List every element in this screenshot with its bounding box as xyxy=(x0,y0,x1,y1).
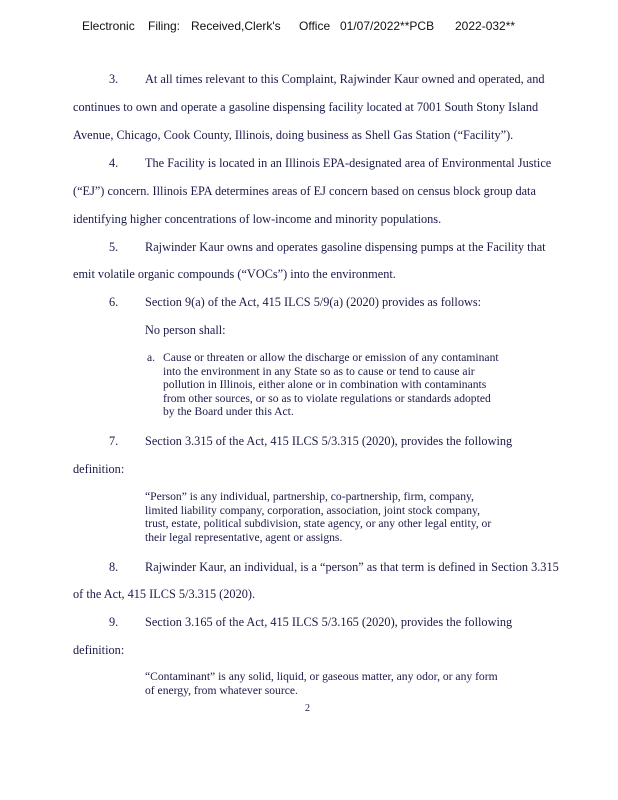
paragraph-number: 9. xyxy=(109,615,119,629)
page-number: 2 xyxy=(305,703,310,714)
paragraph-number: 8. xyxy=(109,560,119,574)
quote-line: trust, estate, political subdivision, state agency, or any other legal entity, or xyxy=(145,517,492,530)
header-date: 01/07/2022**PCB xyxy=(340,19,435,33)
paragraph-line: (“EJ”) concern. Illinois EPA determines areas of EJ concern based on census block group data xyxy=(73,184,536,198)
paragraph-line: Rajwinder Kaur owns and operates gasoline dispensing pumps at the Facility that xyxy=(145,240,546,254)
paragraph-number: 7. xyxy=(109,434,119,448)
paragraph-line: of the Act, 415 ILCS 5/3.315 (2020). xyxy=(73,587,256,601)
paragraph-line: definition: xyxy=(73,462,125,476)
quote-line: by the Board under this Act. xyxy=(163,405,294,418)
paragraph-number: 3. xyxy=(109,72,119,86)
quote-line: into the environment in any State so as to cause or tend to cause air xyxy=(163,364,475,378)
paragraph-line: The Facility is located in an Illinois EPA-designated area of Environmental Justice xyxy=(145,156,552,170)
quote-line: pollution in Illinois, either alone or in combination with contaminants xyxy=(163,378,487,391)
paragraph-line: continues to own and operate a gasoline dispensing facility located at 7001 South Stony Island xyxy=(73,100,539,114)
quote-line: “Person” is any individual, partnership, co-partnership, firm, company, xyxy=(145,490,474,503)
header-office: Office xyxy=(299,19,331,33)
statute-quote xyxy=(163,351,499,419)
sub-heading: No person shall: xyxy=(145,323,226,337)
list-item-label: a. xyxy=(147,351,156,364)
definition-quote xyxy=(145,670,498,697)
paragraph-line: identifying higher concentrations of low-income and minority populations. xyxy=(73,212,442,226)
quote-line: limited liability company, corporation, association, joint stock company, xyxy=(145,503,480,517)
quote-line: of energy, from whatever source. xyxy=(145,683,298,697)
paragraph-number: 6. xyxy=(109,295,119,309)
header-electronic: Electronic xyxy=(82,19,135,33)
header-received: Received,Clerk's xyxy=(191,19,281,33)
paragraph-line: definition: xyxy=(73,643,125,657)
quote-line: Cause or threaten or allow the discharge or emission of any contaminant xyxy=(163,351,499,364)
paragraph-line: Section 3.165 of the Act, 415 ILCS 5/3.165 (2020), provides the following xyxy=(145,615,513,629)
quote-line: “Contaminant” is any solid, liquid, or gaseous matter, any odor, or any form xyxy=(145,670,498,683)
header-case-number: 2022-032** xyxy=(455,19,516,33)
paragraph-line: Avenue, Chicago, Cook County, Illinois, doing business as Shell Gas Station (“Facility”). xyxy=(73,128,514,142)
quote-line: from other sources, or so as to violate regulations or standards adopted xyxy=(163,391,491,405)
definition-quote xyxy=(145,490,491,544)
paragraph-line: At all times relevant to this Complaint, Rajwinder Kaur owned and operated, and xyxy=(145,72,545,86)
paragraph-number: 4. xyxy=(109,156,119,170)
paragraph-line: Section 9(a) of the Act, 415 ILCS 5/9(a) (2020) provides as follows: xyxy=(145,295,482,309)
paragraph-line: Rajwinder Kaur, an individual, is a “person” as that term is defined in Section 3.315 xyxy=(145,560,559,574)
paragraph-number: 5. xyxy=(109,240,119,254)
paragraph-line: emit volatile organic compounds (“VOCs”) into the environment. xyxy=(73,267,396,281)
header-filing: Filing: xyxy=(148,19,181,33)
paragraph-line: Section 3.315 of the Act, 415 ILCS 5/3.315 (2020), provides the following xyxy=(145,434,513,448)
quote-line: their legal representative, agent or assigns. xyxy=(145,530,343,544)
